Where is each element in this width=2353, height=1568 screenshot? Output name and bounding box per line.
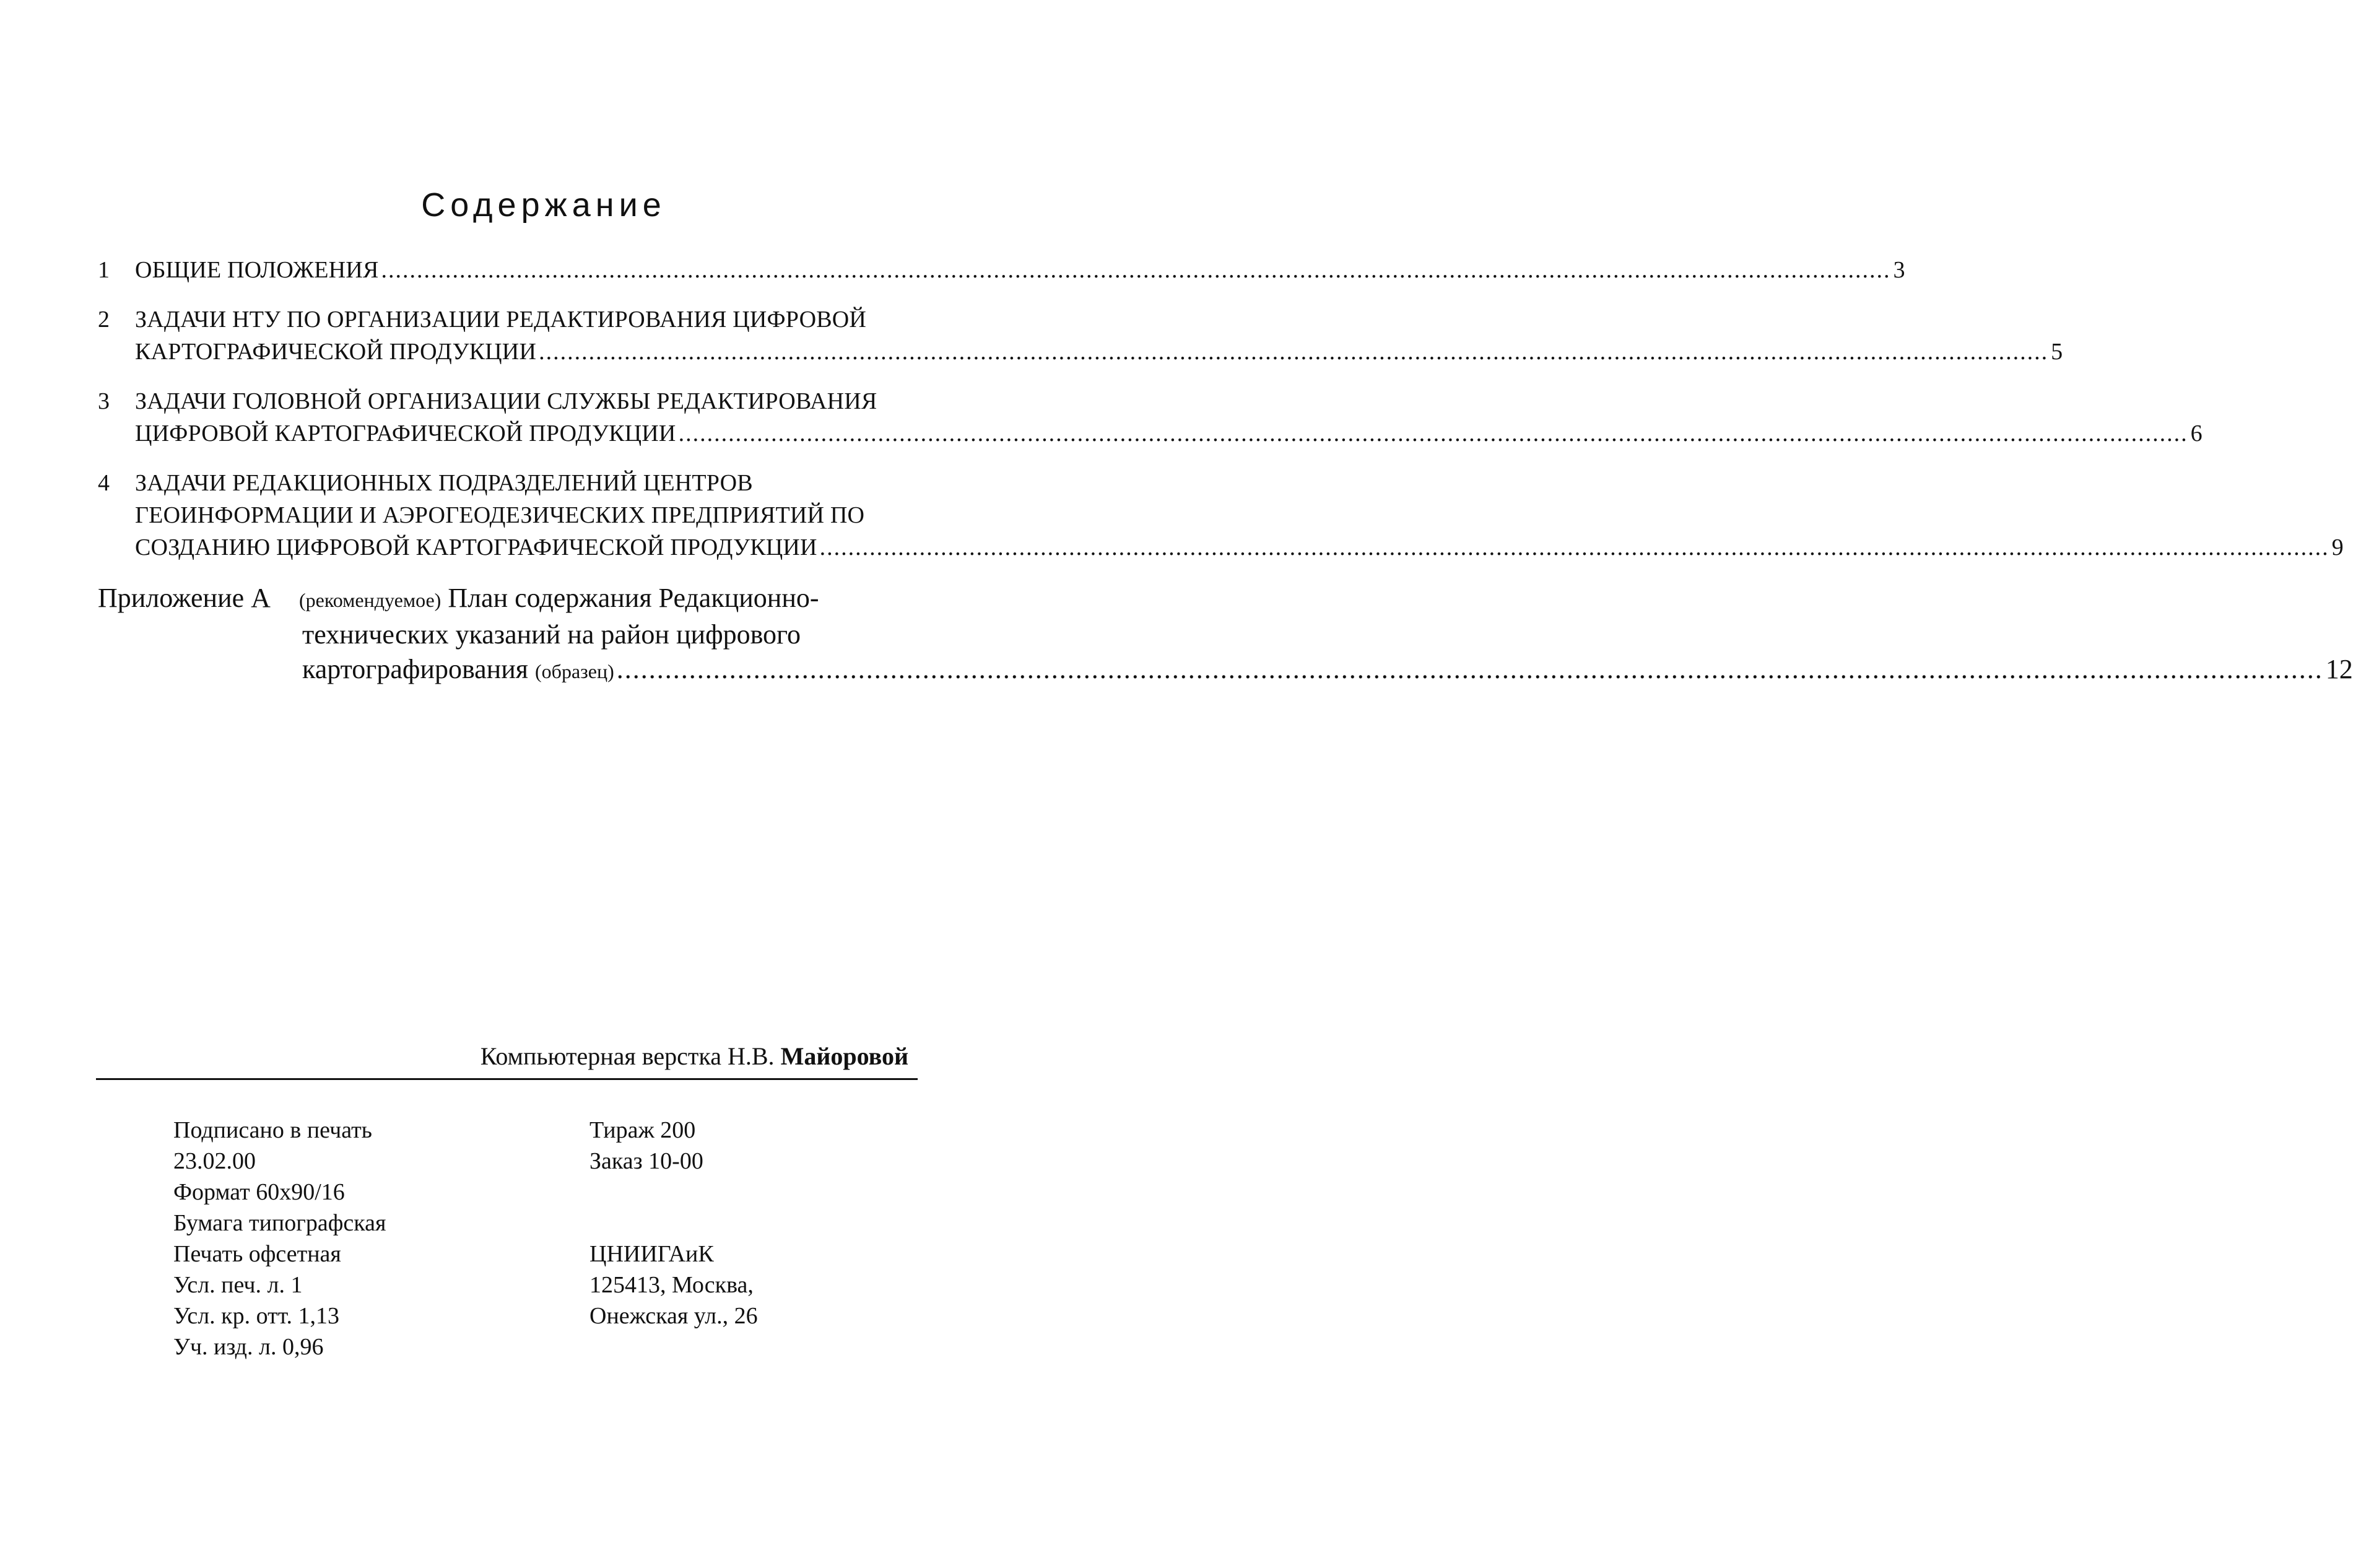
appendix-first-line	[98, 581, 918, 617]
imprint-line: Формат 60x90/16	[173, 1179, 345, 1205]
toc-item	[98, 385, 2203, 450]
appendix-label: Приложение А	[98, 583, 271, 613]
credit-name: Майоровой	[780, 1042, 908, 1070]
toc-item-number: 1	[98, 257, 110, 283]
toc-item-text: ОБЩИЕ ПОЛОЖЕНИЯ	[135, 257, 379, 283]
toc-item-text: ЗАДАЧИ ГОЛОВНОЙ ОРГАНИЗАЦИИ СЛУЖБЫ РЕДАКТИРОВАНИЯ	[135, 388, 877, 414]
imprint-line: Усл. печ. л. 1	[173, 1272, 303, 1298]
appendix-sample-note: (образец)	[535, 660, 614, 682]
typesetting-credit	[453, 1040, 908, 1073]
imprint-line: Тираж 200	[589, 1117, 696, 1143]
credit-prefix: Компьютерная верстка Н.В.	[480, 1042, 775, 1070]
horizontal-rule	[96, 1078, 918, 1080]
toc-item-text: ЗАДАЧИ НТУ ПО ОРГАНИЗАЦИИ РЕДАКТИРОВАНИЯ ЦИФРОВОЙ	[135, 307, 867, 333]
toc-item-body	[135, 254, 1905, 286]
toc-item	[98, 254, 1905, 286]
appendix-last-line	[98, 652, 2353, 689]
table-of-contents	[98, 254, 2344, 581]
imprint-left-column	[173, 1115, 386, 1362]
imprint-line: Подписано в печать	[173, 1117, 373, 1143]
toc-leader-dots	[539, 336, 2048, 368]
toc-item-text: ГЕОИНФОРМАЦИИ И АЭРОГЕОДЕЗИЧЕСКИХ ПРЕДПРИЯТИЙ ПО	[135, 502, 865, 528]
imprint-line: 23.02.00	[173, 1148, 256, 1174]
toc-item-page: 9	[2331, 534, 2344, 560]
imprint-line: 125413, Москва,	[589, 1272, 754, 1298]
toc-item-number: 4	[98, 470, 110, 496]
imprint-line: ЦНИИГАиК	[589, 1241, 714, 1267]
toc-item-line	[135, 467, 2344, 499]
toc-item-line	[135, 254, 1905, 286]
toc-item-text: КАРТОГРАФИЧЕСКОЙ ПРОДУКЦИИ	[135, 339, 537, 365]
toc-item-line	[135, 336, 2063, 368]
toc-item-page: 6	[2190, 420, 2203, 446]
toc-item-line	[135, 531, 2344, 564]
toc-item-body	[135, 467, 2344, 564]
imprint-line: Онежская ул., 26	[589, 1303, 758, 1329]
toc-item-page: 3	[1893, 257, 1905, 283]
appendix-title-line: картографирования	[302, 654, 528, 684]
imprint-line: Усл. кр. отт. 1,13	[173, 1303, 339, 1329]
appendix-title-line: План содержания Редакционно-	[448, 583, 819, 613]
toc-title: Содержание	[421, 186, 666, 224]
toc-item-text: ЗАДАЧИ РЕДАКЦИОННЫХ ПОДРАЗДЕЛЕНИЙ ЦЕНТРОВ	[135, 470, 753, 496]
imprint-line: Уч. изд. л. 0,96	[173, 1334, 324, 1360]
toc-leader-dots	[381, 254, 1891, 286]
imprint-right-column	[589, 1115, 758, 1331]
imprint-line: Заказ 10-00	[589, 1148, 703, 1174]
toc-leader-dots	[617, 652, 2323, 687]
toc-item-number: 2	[98, 307, 110, 333]
toc-item-body	[135, 303, 2063, 368]
toc-appendix	[98, 581, 2353, 689]
appendix-note: (рекомендуемое)	[299, 589, 441, 611]
toc-item-line	[135, 499, 2344, 531]
toc-item-text: ЦИФРОВОЙ КАРТОГРАФИЧЕСКОЙ ПРОДУКЦИИ	[135, 420, 676, 446]
imprint-line: Печать офсетная	[173, 1241, 341, 1267]
toc-item-page: 5	[2051, 339, 2063, 365]
toc-item-text: СОЗДАНИЮ ЦИФРОВОЙ КАРТОГРАФИЧЕСКОЙ ПРОДУКЦИИ	[135, 534, 817, 560]
toc-item-line	[135, 303, 2063, 336]
toc-item	[98, 467, 2344, 564]
toc-leader-dots	[820, 531, 2329, 564]
toc-item	[98, 303, 2063, 368]
toc-item-body	[135, 385, 2203, 450]
toc-item-number: 3	[98, 388, 110, 414]
toc-item-line	[135, 385, 2203, 417]
toc-item-page: 12	[2325, 654, 2353, 684]
appendix-title-line: технических указаний на район цифрового	[302, 619, 801, 650]
toc-item-line	[135, 417, 2203, 450]
imprint-line: Бумага типографская	[173, 1210, 386, 1236]
toc-leader-dots	[679, 417, 2188, 450]
